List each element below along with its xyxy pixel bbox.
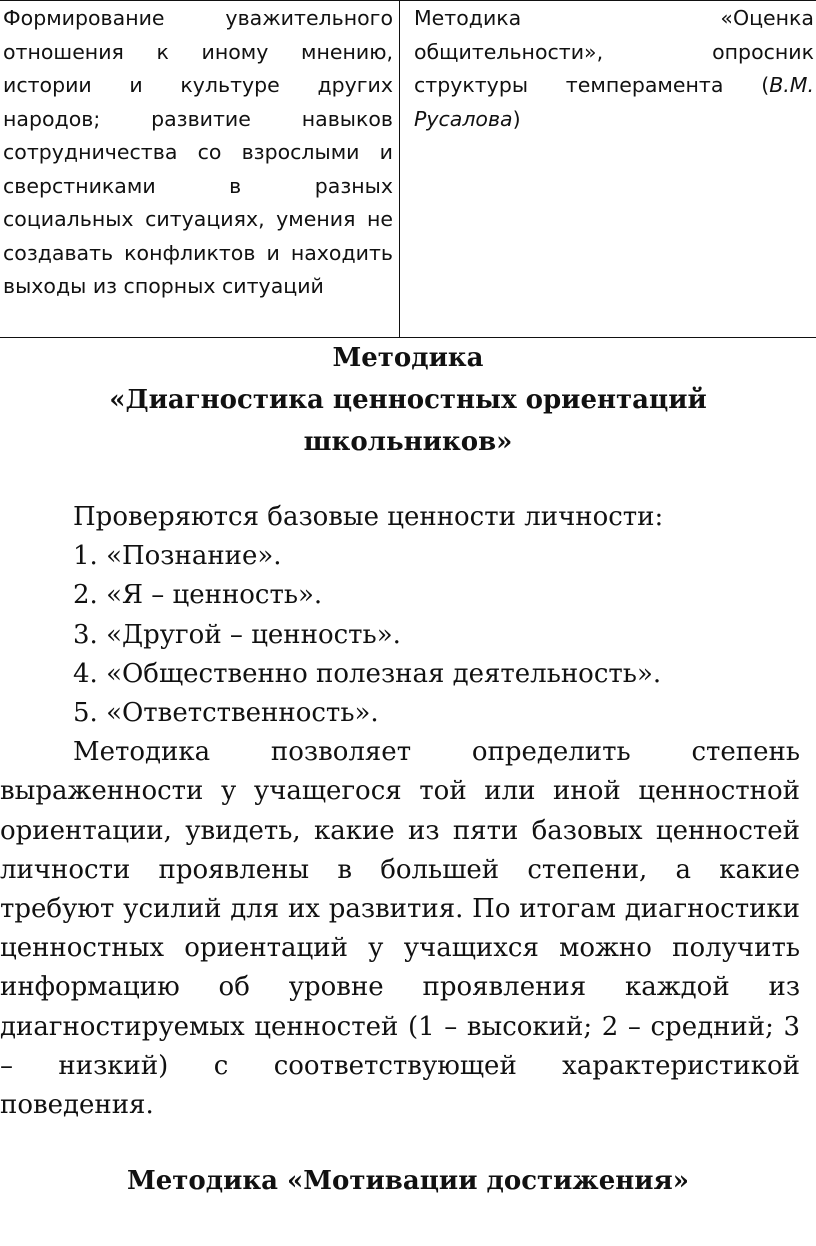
list-item: 5. «Ответственность».: [73, 698, 379, 729]
list-intro: Проверяются базовые ценности личности:: [73, 502, 664, 532]
method-cell: [400, 1, 816, 338]
list-item: 4. «Общественно полезная деятельность».: [73, 658, 662, 689]
section-heading-motivation: Методика «Мотивации достижения»: [126, 1166, 690, 1196]
methods-table-container: [0, 0, 815, 338]
list-item: 1. «Познание».: [73, 541, 282, 572]
section-heading-values: [0, 337, 816, 463]
methods-table: [0, 0, 816, 338]
heading-line: школьников»: [303, 427, 513, 457]
method-text: Методика «Оценка общительности», опросник структуры темперамента (: [414, 6, 814, 97]
method-author: В.М. Русалова: [414, 73, 814, 131]
method-text-end: ): [512, 106, 521, 131]
list-item: 2. «Я – ценность».: [73, 580, 323, 611]
list-item: 3. «Другой – ценность».: [73, 619, 401, 650]
table-row: [0, 1, 816, 338]
section-body: [0, 498, 800, 1125]
goal-cell: [0, 1, 400, 338]
heading-line: «Диагностика ценностных ориентаций: [109, 385, 707, 415]
description-paragraph: Методика позволяет определить степень выраженности у учащегося той или иной ценностной ориентации, увидеть, какие из пяти базовых ценностей личности проявлены в большей степени, а какие требуют усилий для их развития. По итогам диагностики ценностных ориентаций у учащихся можно получить информацию об уровне проявления каждой из диагностируемых ценностей (1 – высокий; 2 – средний; 3 – низкий) с соответствующей характеристикой поведения.: [0, 737, 800, 1121]
heading-line: Методика: [332, 343, 484, 373]
goal-text: Формирование уважительного отношения к иному мнению, истории и культуре других народов; развитие навыков сотрудничества со взрослыми и сверстниками в разных социальных ситуациях, умения не создавать конфликтов и находить выходы из спорных ситуаций: [3, 6, 393, 298]
